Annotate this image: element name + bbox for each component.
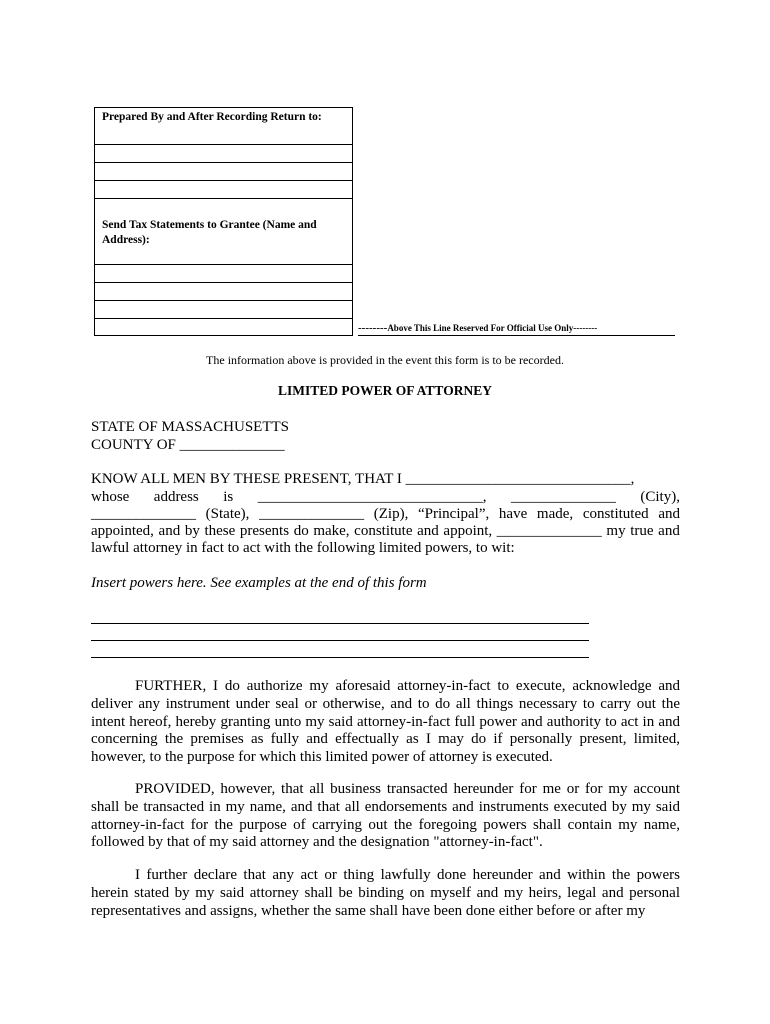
line-word: have xyxy=(498,506,528,522)
line-word: appointed, xyxy=(91,523,154,539)
appoint-line[interactable] xyxy=(91,522,680,540)
line-word: ______________ xyxy=(91,506,196,522)
line-word: (City), xyxy=(640,489,680,505)
tax-statements-label: Send Tax Statements to Grantee (Name and Address): xyxy=(102,219,317,246)
grantee-line-1[interactable] xyxy=(95,264,352,265)
line-word: is xyxy=(223,489,234,505)
principal-name-line[interactable]: KNOW ALL MEN BY THESE PRESENT, THAT I ______________________________, xyxy=(91,471,635,487)
return-to-line-2[interactable] xyxy=(95,162,352,163)
line-word: these xyxy=(204,523,236,539)
line-word: constitute xyxy=(354,523,413,539)
further-paragraph: FURTHER, I do authorize my aforesaid attorney-in-fact to execute, acknowledge and deliver any instrument under seal or otherwise, and to do all things necessary to carry out the intent hereof, hereby granting unto my said attorney-in-fact full power and authority to act in and concerning the premises as fully and effectually as I may do if personally present, limited, however, to the purpose for which this limited power of attorney is executed. xyxy=(91,678,680,766)
return-to-line-3[interactable] xyxy=(95,180,352,181)
state-zip-line[interactable] xyxy=(91,505,680,523)
line-word: constituted xyxy=(582,506,649,522)
official-use-notice xyxy=(358,322,675,336)
powers-blank-line-3[interactable] xyxy=(91,657,589,658)
grantee-line-2[interactable] xyxy=(95,282,352,283)
line-word: and xyxy=(658,506,680,522)
return-to-line-1[interactable] xyxy=(95,144,352,145)
line-word: and xyxy=(417,523,439,539)
official-use-text: Above This Line Reserved For Official Use Only-------- xyxy=(387,323,598,333)
grantee-line-3[interactable] xyxy=(95,300,352,301)
line-word: my xyxy=(606,523,626,539)
line-word: appoint, xyxy=(443,523,493,539)
line-word: by xyxy=(184,523,200,539)
line-word: ______________________________, xyxy=(257,489,487,505)
line-word: ______________ xyxy=(510,489,616,505)
recording-info-box xyxy=(94,107,353,336)
line-word: and xyxy=(658,523,680,539)
return-to-line-4[interactable] xyxy=(95,198,352,199)
line-word: made, xyxy=(536,506,574,522)
line-word: ______________ xyxy=(496,523,602,539)
provided-paragraph: PROVIDED, however, that all business transacted hereunder for me or for my account shall be transacted in my name, and that all endorsements and instruments executed by my said attorney-in-fact for the purpose of carrying out the foregoing powers shall contain my name, followed by that of my said attorney and the designation "attorney-in-fact". xyxy=(91,781,680,851)
declare-paragraph: I further declare that any act or thing lawfully done hereunder and within the powers herein stated by my said attorney shall be binding on myself and my heirs, legal and personal representatives and assigns, whether the same shall have been done either before or after my xyxy=(91,867,680,919)
grantee-line-4[interactable] xyxy=(95,318,352,319)
prepared-by-label: Prepared By and After Recording Return to: xyxy=(102,111,322,123)
document-title: LIMITED POWER OF ATTORNEY xyxy=(278,383,492,398)
line-word: (Zip), xyxy=(373,506,409,522)
state-line: STATE OF MASSACHUSETTS xyxy=(91,419,290,435)
line-word: true xyxy=(630,523,654,539)
line-word: make, xyxy=(313,523,350,539)
line-word: do xyxy=(293,523,309,539)
address-line[interactable] xyxy=(91,488,680,506)
lawful-attorney-line: lawful attorney in fact to act with the following limited powers, to wit: xyxy=(91,540,515,556)
line-word: address xyxy=(153,489,199,505)
official-use-dashes: -------- xyxy=(358,322,388,334)
line-word: whose xyxy=(91,489,130,505)
line-word: ______________ xyxy=(259,506,365,522)
line-word: (State), xyxy=(205,506,250,522)
powers-blank-line-2[interactable] xyxy=(91,640,589,641)
line-word: and xyxy=(158,523,181,539)
line-word: “Principal”, xyxy=(418,506,490,522)
insert-powers-instruction: Insert powers here. See examples at the end of this form xyxy=(91,575,427,591)
recording-info-note: The information above is provided in the event this form is to be recorded. xyxy=(206,353,564,367)
county-line[interactable]: COUNTY OF ______________ xyxy=(91,437,285,453)
powers-blank-line-1[interactable] xyxy=(91,623,589,624)
line-word: presents xyxy=(239,523,290,539)
